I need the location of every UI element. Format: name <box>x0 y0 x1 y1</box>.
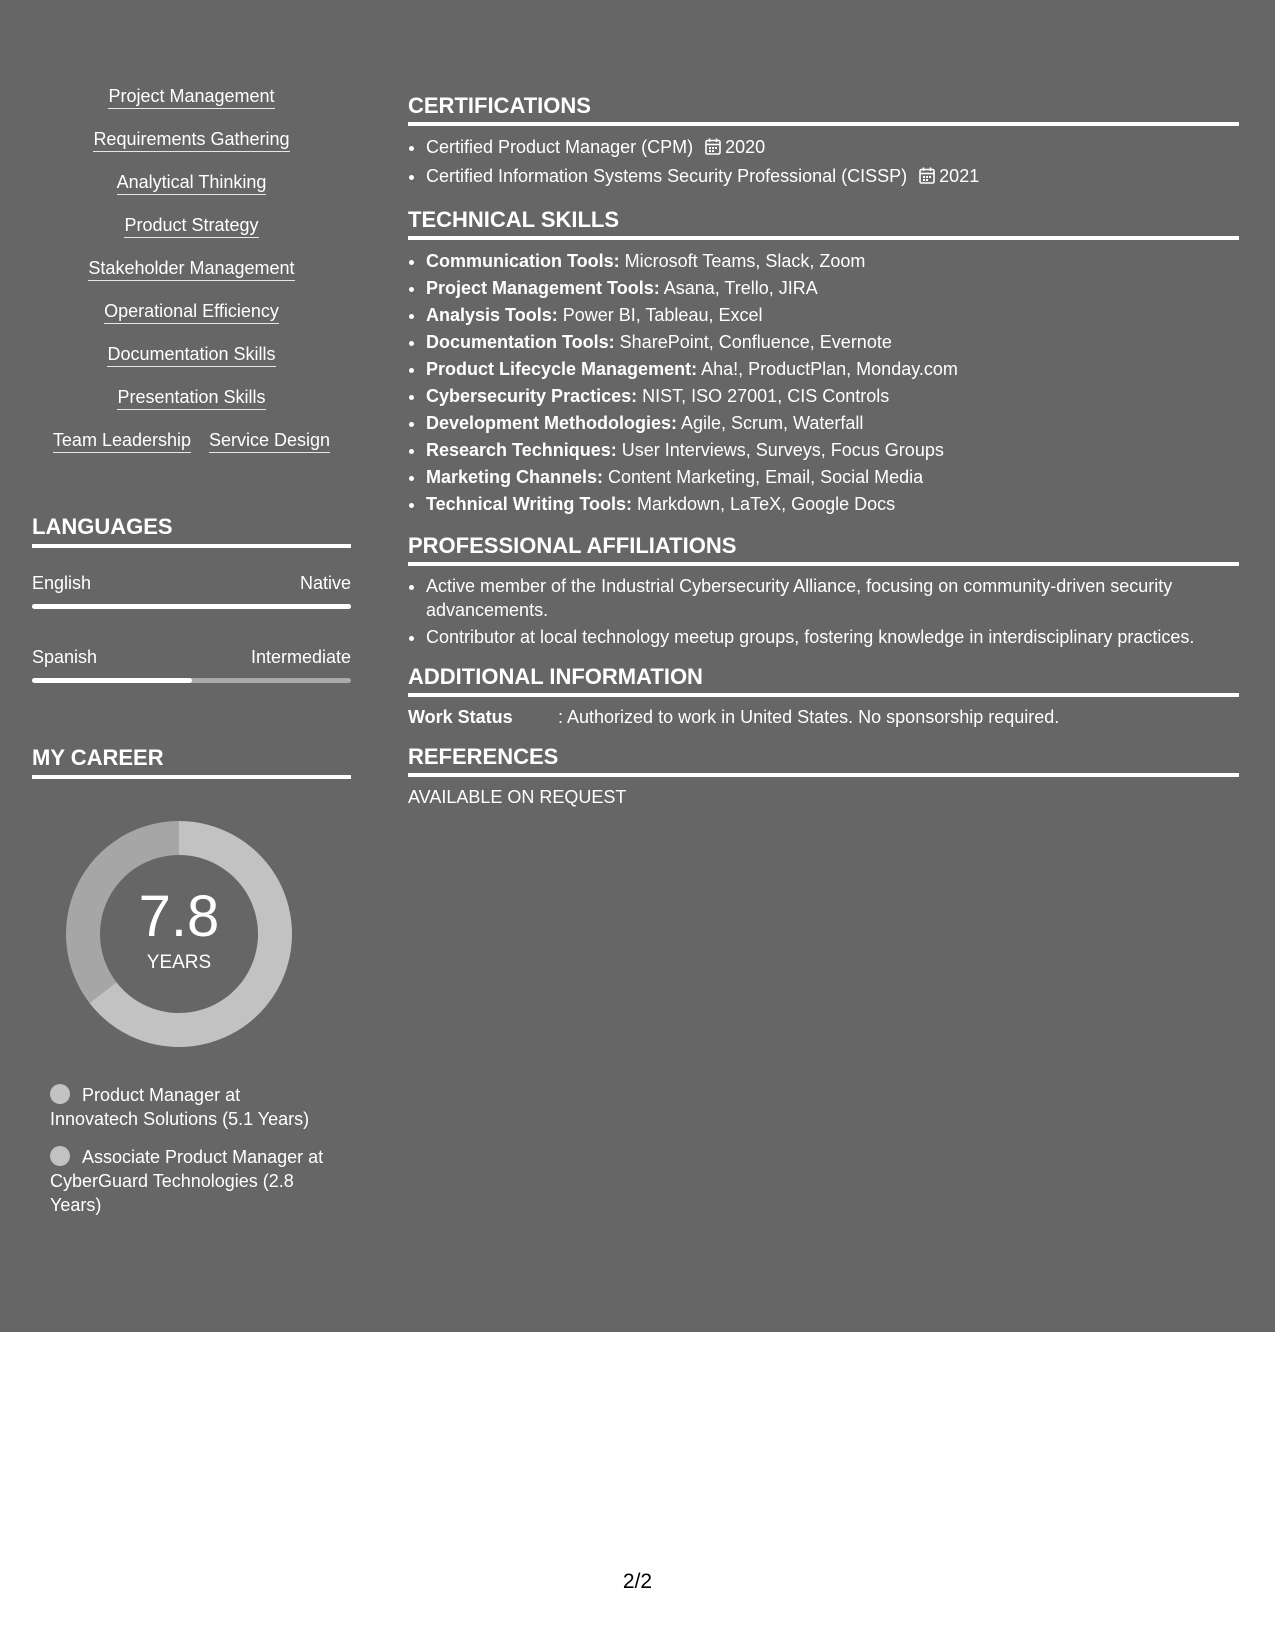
certification-item <box>426 163 1239 192</box>
affiliation-item: • Contributor at local technology meetup groups, fostering knowledge in interdisciplinary practices. <box>426 625 1239 649</box>
language-name: Spanish <box>32 647 98 667</box>
technical-skill-item <box>426 248 1239 275</box>
technical-skill-item <box>426 464 1239 491</box>
skill-category: Product Lifecycle Management: <box>426 359 698 379</box>
affiliations-heading: PROFESSIONAL AFFILIATIONS <box>408 533 1239 566</box>
references-text: AVAILABLE ON REQUEST <box>408 787 627 807</box>
skill-row <box>124 214 258 238</box>
skill-row <box>117 386 265 410</box>
skill-row <box>107 343 275 367</box>
career-section <box>32 745 351 1217</box>
page-number: 2/2 <box>622 1570 653 1593</box>
skill-values: Microsoft Teams, Slack, Zoom <box>619 251 866 271</box>
work-status-value: : Authorized to work in United States. No sponsorship required. <box>558 707 1060 727</box>
certifications-heading: CERTIFICATIONS <box>408 93 1239 126</box>
skill-tag: Team Leadership <box>53 429 191 453</box>
language-level: Intermediate <box>250 647 351 667</box>
skill-values: Agile, Scrum, Waterfall <box>677 413 864 433</box>
skill-tag: Project Management <box>108 85 274 109</box>
affiliations-section <box>408 533 1239 649</box>
right-column <box>408 93 1239 824</box>
technical-skill-item <box>426 275 1239 302</box>
skill-tag: Product Strategy <box>124 214 258 238</box>
certification-name: Certified Information Systems Security Professional (CISSP) <box>426 166 908 186</box>
certification-name: Certified Product Manager (CPM) <box>426 137 694 157</box>
skill-tag: Documentation Skills <box>107 343 275 367</box>
career-heading: MY CAREER <box>32 745 351 779</box>
skill-category: Communication Tools: <box>426 251 620 271</box>
language-bar-fill <box>32 604 351 609</box>
affiliation-item: • Active member of the Industrial Cybersecurity Alliance, focusing on community-driven security advancements. <box>426 574 1239 622</box>
certifications-section <box>408 93 1239 192</box>
language-item <box>32 572 351 609</box>
left-column <box>32 85 351 1231</box>
work-status-row <box>408 705 1239 729</box>
skill-values: SharePoint, Confluence, Evernote <box>614 332 892 352</box>
career-total-unit: YEARS <box>146 952 212 973</box>
skills-list <box>32 85 351 472</box>
technical-skills-heading: TECHNICAL SKILLS <box>408 207 1239 240</box>
skill-values: User Interviews, Surveys, Focus Groups <box>616 440 944 460</box>
career-total-years: 7.8 <box>138 884 220 949</box>
language-level: Native <box>299 573 351 593</box>
skill-category: Development Methodologies: <box>426 413 678 433</box>
skill-category: Analysis Tools: <box>426 305 558 325</box>
skill-row <box>53 429 330 453</box>
legend-dot-icon <box>50 1084 70 1104</box>
skill-row <box>104 300 279 324</box>
skill-row <box>88 257 294 281</box>
additional-info-heading: ADDITIONAL INFORMATION <box>408 664 1239 697</box>
career-donut-chart <box>66 821 292 1047</box>
technical-skills-section <box>408 207 1239 518</box>
certification-year: 2021 <box>939 166 980 186</box>
languages-section <box>32 514 351 683</box>
references-section <box>408 744 1239 809</box>
skill-category: Research Techniques: <box>426 440 617 460</box>
certification-year: 2020 <box>725 137 766 157</box>
language-item <box>32 646 351 683</box>
language-row <box>32 646 351 668</box>
career-legend-item <box>50 1083 330 1131</box>
language-bar-fill <box>32 678 192 683</box>
skill-category: Technical Writing Tools: <box>426 494 633 514</box>
skill-tag: Operational Efficiency <box>104 300 279 324</box>
skill-category: Marketing Channels: <box>426 467 604 487</box>
language-bar <box>32 678 351 683</box>
language-bar <box>32 604 351 609</box>
legend-dot-icon <box>50 1146 70 1166</box>
additional-info-section <box>408 664 1239 729</box>
skill-category: Cybersecurity Practices: <box>426 386 638 406</box>
affiliations-list <box>408 574 1239 649</box>
skill-values: Asana, Trello, JIRA <box>659 278 818 298</box>
technical-skill-item <box>426 383 1239 410</box>
donut-center <box>66 821 292 1047</box>
language-row <box>32 572 351 594</box>
technical-skill-item <box>426 437 1239 464</box>
skill-row <box>93 128 289 152</box>
career-legend-label: Associate Product Manager at CyberGuard Technologies (2.8 Years) <box>50 1147 324 1215</box>
certifications-list <box>408 134 1239 192</box>
skill-values: Aha!, ProductPlan, Monday.com <box>697 359 958 379</box>
technical-skills-list <box>408 248 1239 518</box>
languages-heading: LANGUAGES <box>32 514 351 548</box>
skill-values: Power BI, Tableau, Excel <box>557 305 763 325</box>
technical-skill-item <box>426 410 1239 437</box>
skill-tag: Stakeholder Management <box>88 257 294 281</box>
references-heading: REFERENCES <box>408 744 1239 777</box>
skill-category: Project Management Tools: <box>426 278 660 298</box>
skill-values: NIST, ISO 27001, CIS Controls <box>637 386 890 406</box>
certification-item <box>426 134 1239 163</box>
technical-skill-item <box>426 329 1239 356</box>
skill-tag: Service Design <box>209 429 330 453</box>
language-name: English <box>32 573 92 593</box>
skill-values: Markdown, LaTeX, Google Docs <box>632 494 896 514</box>
skill-values: Content Marketing, Email, Social Media <box>603 467 924 487</box>
calendar-icon <box>705 136 721 163</box>
career-legend-label: Product Manager at Innovatech Solutions (5.1 Years) <box>50 1085 310 1129</box>
technical-skill-item <box>426 491 1239 518</box>
technical-skill-item <box>426 356 1239 383</box>
technical-skill-item <box>426 302 1239 329</box>
skill-row <box>108 85 274 109</box>
career-legend <box>50 1083 330 1217</box>
work-status-label: Work Status <box>408 707 513 727</box>
calendar-icon <box>919 165 935 192</box>
skill-tag: Requirements Gathering <box>93 128 289 152</box>
skill-row <box>117 171 267 195</box>
career-legend-item <box>50 1145 330 1217</box>
skill-category: Documentation Tools: <box>426 332 615 352</box>
skill-tag: Analytical Thinking <box>117 171 267 195</box>
skill-tag: Presentation Skills <box>117 386 265 410</box>
